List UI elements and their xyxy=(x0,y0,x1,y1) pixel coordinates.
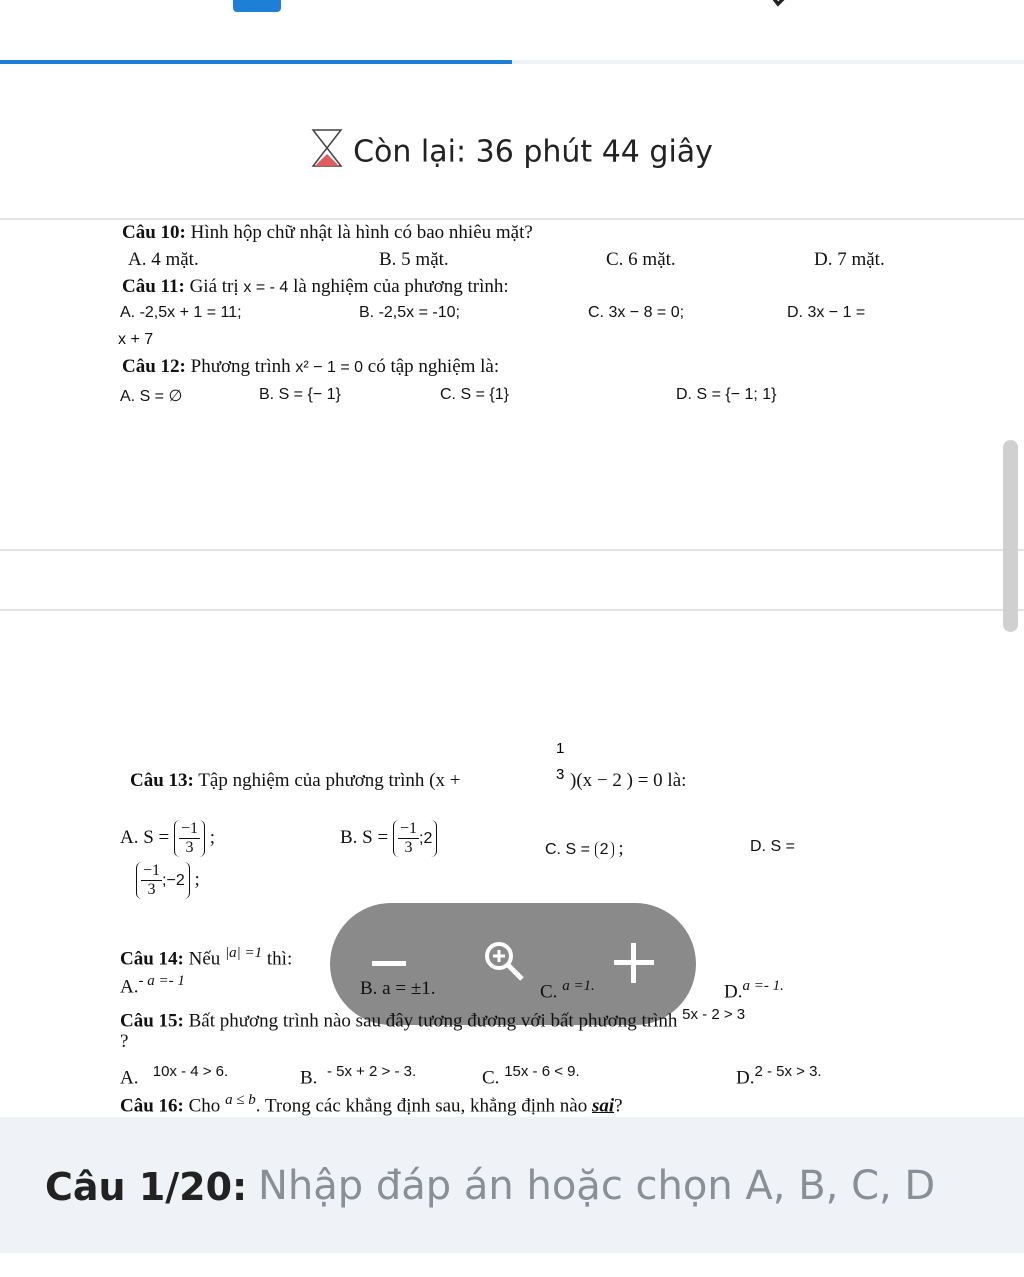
q12-option-d[interactable]: D. S = {− 1; 1} xyxy=(676,386,777,403)
q13-option-d-set: $\frac{-1}{3}$ ;−2 ; xyxy=(136,862,200,899)
q13-title-end: )(x − 2 ) = 0 là: xyxy=(570,770,687,791)
q11-option-b[interactable]: B. -2,5x = -10; xyxy=(359,304,460,321)
q14-option-d[interactable]: D.$^{a =- 1.}$ xyxy=(724,978,784,1003)
q14-option-b[interactable]: B. a = ±1. xyxy=(360,978,436,999)
answer-input[interactable]: Nhập đáp án hoặc chọn A, B, C, D xyxy=(258,1163,936,1209)
q13-fraction: 1 3 xyxy=(556,740,565,783)
zoom-out-button[interactable] xyxy=(368,948,408,978)
q15-option-c[interactable]: C. $^{15x - 6 < 9.}$ xyxy=(482,1063,580,1089)
q10-title: Câu 10: Hình hộp chữ nhật là hình có bao nhiêu mặt? xyxy=(122,222,533,243)
q12-option-c[interactable]: C. S = {1} xyxy=(440,386,509,403)
q16-title: Câu 16: Cho $^{a \le b}$. Trong các khẳng định sau, khẳng định nào sai? xyxy=(120,1092,623,1117)
document-icon[interactable] xyxy=(233,0,281,12)
q13-option-c[interactable]: C. S = 2 ; xyxy=(545,838,624,859)
progress-track xyxy=(0,60,1024,64)
q13-title: Câu 13: Tập nghiệm của phương trình (x + xyxy=(130,770,461,791)
q12-option-a[interactable]: A. S = ∅ xyxy=(120,388,183,405)
q11-option-c[interactable]: C. 3x − 8 = 0; xyxy=(588,304,685,321)
question-counter: Câu 1/20: xyxy=(45,1165,248,1209)
q15-title: Câu 15: Bất phương trình nào sau đây tương đương với bất phương trình $^{5x - 2 > 3}$ xyxy=(120,1006,746,1032)
timer-label: Còn lại: 36 phút 44 giây xyxy=(353,134,713,170)
q12-option-b[interactable]: B. S = {− 1} xyxy=(259,386,341,403)
checklist-icon[interactable] xyxy=(740,0,800,12)
q15-question-mark: ? xyxy=(120,1031,129,1052)
q15-option-b[interactable]: B. $^{- 5x + 2 > - 3.}$ xyxy=(300,1063,417,1089)
q12-title: Câu 12: Phương trình x² − 1 = 0 có tập nghiệm là: xyxy=(122,356,500,377)
q15-option-d[interactable]: D.$^{2 - 5x > 3.}$ xyxy=(736,1063,822,1089)
zoom-reset-button[interactable] xyxy=(482,939,532,989)
progress-fill xyxy=(0,60,512,64)
zoom-in-button[interactable] xyxy=(614,943,654,983)
q13-option-b[interactable]: B. S = $\frac{-1}{3}$ ;2 xyxy=(340,820,437,857)
zoom-magnifier-icon xyxy=(482,939,532,989)
scrollbar-thumb[interactable] xyxy=(1003,440,1018,632)
timer xyxy=(0,128,1024,176)
q11-title: Câu 11: Giá trị x = - 4 là nghiệm của phương trình: xyxy=(122,276,509,297)
q10-option-c[interactable]: C. 6 mặt. xyxy=(606,249,676,270)
q11-option-d[interactable]: D. 3x − 1 = xyxy=(787,304,866,321)
answer-bar[interactable] xyxy=(0,1117,1024,1253)
hourglass-icon xyxy=(311,128,343,176)
q13-option-a[interactable]: A. S = $\frac{-1}{3}$ ; xyxy=(120,820,216,856)
page-divider xyxy=(0,549,1024,551)
divider xyxy=(0,218,1024,220)
q11-option-a[interactable]: A. -2,5x + 1 = 11; xyxy=(120,304,242,321)
q14-title: Câu 14: Nếu $^{|a| =1}$ thì: xyxy=(120,945,293,970)
q13-option-d[interactable]: D. S = xyxy=(750,838,795,855)
q10-option-b[interactable]: B. 5 mặt. xyxy=(379,249,449,270)
q10-option-a[interactable]: A. 4 mặt. xyxy=(128,249,199,270)
q10-option-d[interactable]: D. 7 mặt. xyxy=(814,249,885,270)
q15-option-a[interactable]: A. $^{10x - 4 > 6.}$ xyxy=(120,1063,229,1089)
q11-option-d-cont: x + 7 xyxy=(118,331,154,348)
q14-option-c[interactable]: C. $^{a =1.}$ xyxy=(540,978,595,1003)
page-divider xyxy=(0,609,1024,611)
q14-option-a[interactable]: A.$^{- a =- 1}$ xyxy=(120,973,185,998)
